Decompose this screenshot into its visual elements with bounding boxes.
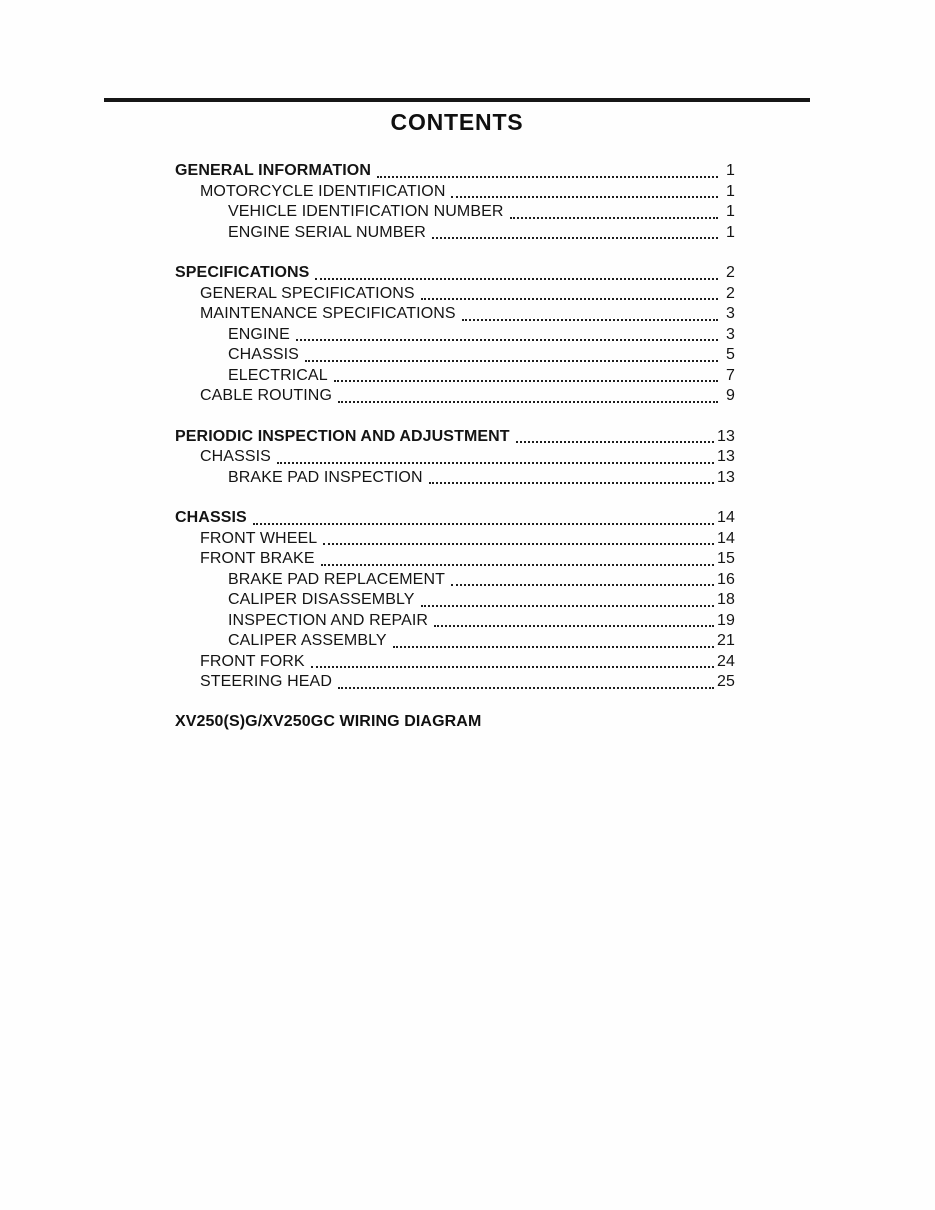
dot-leader xyxy=(311,666,714,668)
toc-entry-page: 21 xyxy=(717,632,735,649)
toc-entry-page: 14 xyxy=(717,529,735,547)
toc-entry-label: MOTORCYCLE IDENTIFICATION xyxy=(200,182,446,200)
toc-entry-page: 3 xyxy=(726,305,735,322)
dot-leader xyxy=(338,401,718,403)
dot-leader xyxy=(462,319,718,321)
dot-leader xyxy=(516,441,714,443)
toc-entry xyxy=(175,366,735,387)
dot-leader xyxy=(296,339,718,341)
toc-entry xyxy=(175,345,735,366)
dot-leader xyxy=(421,298,718,300)
toc-entry xyxy=(175,672,735,693)
dot-leader xyxy=(253,523,714,525)
toc-entry-label: ELECTRICAL xyxy=(228,366,328,384)
toc-entry xyxy=(175,447,735,468)
dot-leader xyxy=(321,564,714,566)
toc-entry xyxy=(175,427,735,448)
dot-leader xyxy=(323,543,714,545)
toc-entry xyxy=(175,182,735,203)
toc-entry-page: 24 xyxy=(717,652,735,670)
dot-leader xyxy=(432,237,718,239)
toc-entry xyxy=(175,325,735,346)
toc-entry-page: 15 xyxy=(717,550,735,567)
toc-entry-page: 5 xyxy=(726,346,735,363)
toc-entry xyxy=(175,570,735,591)
toc-entry-page: 25 xyxy=(717,673,735,690)
toc-entry-label: FRONT BRAKE xyxy=(200,550,315,567)
toc-entry-label: GENERAL INFORMATION xyxy=(175,162,371,179)
toc-entry-page: 18 xyxy=(717,591,735,608)
toc-entry-page: 9 xyxy=(726,387,735,404)
toc-entry-page: 1 xyxy=(726,203,735,220)
toc-entry-label: MAINTENANCE SPECIFICATIONS xyxy=(200,305,456,322)
toc-entry-page: 2 xyxy=(726,284,735,302)
header-rule xyxy=(104,98,810,102)
dot-leader xyxy=(393,646,714,648)
toc-section xyxy=(175,161,735,243)
toc-entry xyxy=(175,202,735,223)
toc-entry xyxy=(175,284,735,305)
dot-leader xyxy=(277,462,714,464)
toc-entry xyxy=(175,386,735,407)
toc-entry-page: 1 xyxy=(726,223,735,241)
toc-entry xyxy=(175,468,735,489)
dot-leader xyxy=(377,176,718,178)
toc-entry-label: CHASSIS xyxy=(228,346,299,363)
toc-entry-page: 14 xyxy=(717,509,735,526)
table-of-contents xyxy=(175,161,735,693)
toc-entry xyxy=(175,631,735,652)
dot-leader xyxy=(451,196,718,198)
toc-entry-label: CABLE ROUTING xyxy=(200,387,332,404)
toc-entry-label: BRAKE PAD INSPECTION xyxy=(228,468,423,486)
toc-entry xyxy=(175,590,735,611)
toc-entry-label: VEHICLE IDENTIFICATION NUMBER xyxy=(228,203,504,220)
toc-entry-label: CALIPER ASSEMBLY xyxy=(228,632,387,649)
dot-leader xyxy=(434,625,714,627)
page-title: CONTENTS xyxy=(390,109,524,135)
toc-entry-page: 1 xyxy=(726,182,735,200)
dot-leader xyxy=(338,687,714,689)
toc-entry-page: 13 xyxy=(717,448,735,465)
toc-entry-label: SPECIFICATIONS xyxy=(175,264,310,281)
toc-entry-label: BRAKE PAD REPLACEMENT xyxy=(228,570,445,588)
toc-entry-page: 1 xyxy=(726,162,735,179)
toc-entry-page: 19 xyxy=(717,611,735,629)
dot-leader xyxy=(510,217,718,219)
toc-entry xyxy=(175,652,735,673)
dot-leader xyxy=(334,380,718,382)
toc-entry xyxy=(175,263,735,284)
toc-entry xyxy=(175,611,735,632)
toc-entry xyxy=(175,549,735,570)
toc-entry-page: 16 xyxy=(717,570,735,588)
toc-entry-page: 13 xyxy=(717,468,735,486)
toc-entry-label: FRONT WHEEL xyxy=(200,529,318,547)
dot-leader xyxy=(429,482,714,484)
toc-entry-page: 2 xyxy=(726,264,735,281)
toc-entry-page: 3 xyxy=(726,325,735,343)
toc-entry-label: CHASSIS xyxy=(175,509,247,526)
toc-entry-label: PERIODIC INSPECTION AND ADJUSTMENT xyxy=(175,427,510,445)
toc-entry-label: ENGINE xyxy=(228,325,290,343)
toc-entry-label: CHASSIS xyxy=(200,448,271,465)
toc-entry xyxy=(175,304,735,325)
toc-entry-label: STEERING HEAD xyxy=(200,673,332,690)
toc-entry-page: 7 xyxy=(726,366,735,384)
dot-leader xyxy=(315,278,718,280)
toc-section xyxy=(175,427,735,489)
toc-entry-label: GENERAL SPECIFICATIONS xyxy=(200,284,415,302)
toc-entry-page: 13 xyxy=(717,427,735,445)
toc-entry xyxy=(175,223,735,244)
dot-leader xyxy=(305,360,718,362)
dot-leader xyxy=(451,584,714,586)
toc-entry-label: ENGINE SERIAL NUMBER xyxy=(228,223,426,241)
toc-entry-label: FRONT FORK xyxy=(200,652,305,670)
toc-section xyxy=(175,508,735,693)
toc-entry-label: CALIPER DISASSEMBLY xyxy=(228,591,415,608)
dot-leader xyxy=(421,605,714,607)
wiring-diagram-line: XV250(S)G/XV250GC WIRING DIAGRAM xyxy=(175,713,482,730)
toc-entry-label: INSPECTION AND REPAIR xyxy=(228,611,429,629)
toc-entry xyxy=(175,508,735,529)
toc-section xyxy=(175,263,735,407)
toc-entry xyxy=(175,529,735,550)
toc-entry xyxy=(175,161,735,182)
